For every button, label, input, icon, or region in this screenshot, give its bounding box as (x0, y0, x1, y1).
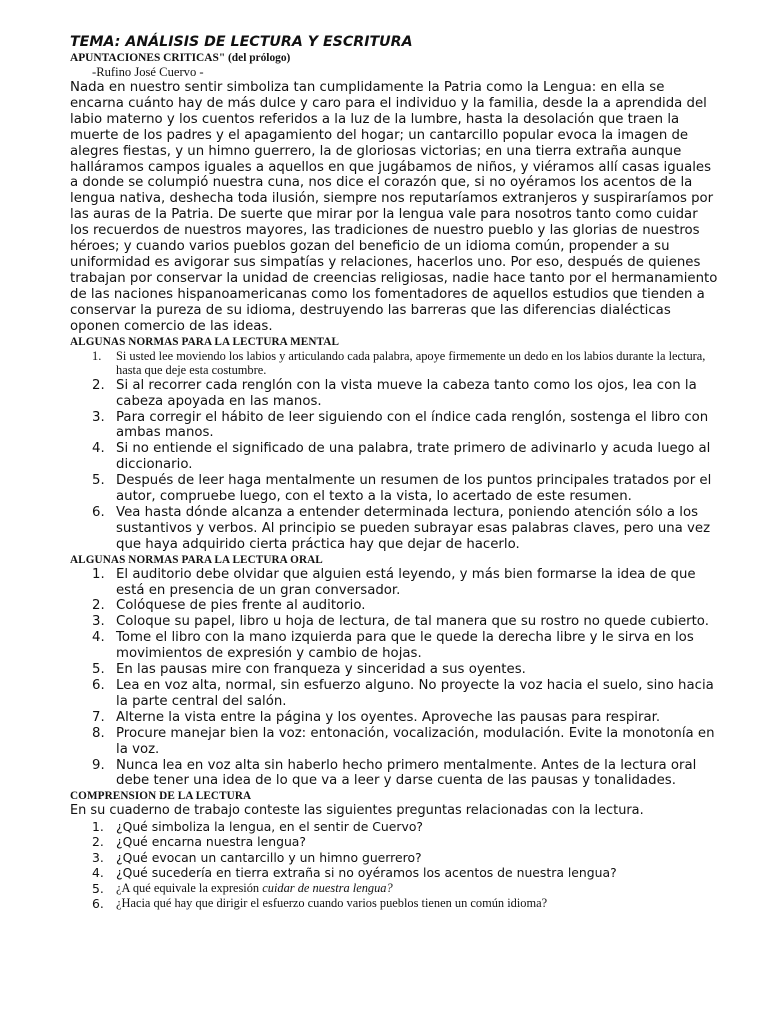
list-item: 2. Si al recorrer cada renglón con la vista mueve la cabeza tanto como los ojos, lea con la cabeza apoyada en las manos. (92, 377, 697, 409)
list-item: 6. ¿Hacia qué hay que dirigir el esfuerzo cuando varios pueblos tienen un común idioma? (92, 895, 548, 911)
list-item: 3. Coloque su papel, libro u hoja de lectura, de tal manera que su rostro no quede cubierto. (92, 614, 709, 630)
comprehension-heading: COMPRENSION DE LA LECTURA (70, 790, 252, 803)
oral-reading-heading: ALGUNAS NORMAS PARA LA LECTURA ORAL (70, 553, 323, 566)
list-item: 5. Después de leer haga mentalmente un resumen de los puntos principales tratados por el autor, compruebe luego, con el texto a la vista, lo acertado de este resumen. (92, 473, 712, 505)
mental-reading-heading: ALGUNAS NORMAS PARA LA LECTURA MENTAL (70, 335, 340, 348)
subtitle: APUNTACIONES CRITICAS" (del prólogo) (70, 52, 291, 64)
list-item: 3. Para corregir el hábito de leer siguiendo con el índice cada renglón, sostenga el libro con ambas manos. (92, 409, 709, 441)
list-item: 4. Si no entiende el significado de una palabra, trate primero de adivinarlo y acuda luego al diccionario. (92, 441, 711, 473)
page-title: TEMA: ANÁLISIS DE LECTURA Y ESCRITURA (70, 34, 413, 50)
list-item: 1. Si usted lee moviendo los labios y articulando cada palabra, apoye firmemente un dedo en los labios durante la lectura, hasta que deje esta costumbre. (92, 348, 706, 378)
list-item: 4. ¿Qué sucedería en tierra extraña si no oyéramos los acentos de nuestra lengua? (92, 865, 617, 881)
list-item: 3. ¿Qué evocan un cantarcillo y un himno guerrero? (92, 849, 422, 865)
main-paragraph: Nada en nuestro sentir simboliza tan cumplidamente la Patria como la Lengua: en ella se encarna cuánto hay de más dulce y caro para el individuo y la familia, desde la a aprendida del labio materno y los cuentos referidos a la luz de la lumbre, hasta la desolación que traen la muerte de los padres y el apagamiento del hogar; un cantarcillo popular evoca la imagen de alegres fiestas, y un himno guerrero, la de gloriosas victorias; en una tierra extraña aunque halláramos campos iguales a aquellos en que jugábamos de niños, y viéramos allí casas iguales a donde se columpió nuestra cuna, nos dice el corazón que, si no oyéramos los acentos de la lengua nativa, deshecha toda ilusión, siempre nos reputaríamos extranjeros y suspiraríamos por las auras de la Patria. De suerte que mirar por la lengua vale para nosotros tanto como cuidar los recuerdos de nuestros mayores, las tradiciones de nuestro pueblo y las glorias de nuestros héroes; y cuando varios pueblos gozan del beneficio de un idioma común, propender a su uniformidad es avigorar sus simpatías y relaciones, hacerlos uno. Por eso, después de quienes trabajan por conservar la unidad de creencias religiosas, nadie hace tanto por el hermanamiento de las naciones hispanoamericanas como los fomentadores de aquellos estudios que tienden a conservar la pureza de su idioma, destruyendo las barreras que las diferencias dialécticas oponen comercio de las ideas. (70, 80, 718, 334)
list-item: 6. Vea hasta dónde alcanza a entender determinada lectura, poniendo atención sólo a los sustantivos y verbos. Al principio se pueden subrayar esas palabras claves, pero una vez que haya adquirido cierta práctica hay que dejar de hacerlo. (92, 504, 711, 552)
list-item: 4. Tome el libro con la mano izquierda para que le quede la derecha libre y le sirva en los movimientos de expresión y cambio de hojas. (92, 630, 694, 662)
author: -Rufino José Cuervo - (92, 65, 204, 79)
list-item: 5. En las pausas mire con franqueza y sinceridad a sus oyentes. (92, 662, 526, 678)
list-item: 1. El auditorio debe olvidar que alguien está leyendo, y más bien formarse la idea de que está en presencia de un gran conversador. (92, 566, 696, 598)
list-item: 9. Nunca lea en voz alta sin haberlo hecho primero mentalmente. Antes de la lectura oral debe tener una idea de lo que va a leer y darse cuenta de las pausas y tonalidades. (92, 757, 697, 789)
list-item: 8. Procure manejar bien la voz: entonación, vocalización, modulación. Evite la monotonía en la voz. (92, 725, 715, 757)
document-page (70, 34, 720, 911)
list-item: 2. ¿Qué encarna nuestra lengua? (92, 834, 306, 850)
comprehension-list (70, 819, 720, 911)
comprehension-intro: En su cuaderno de trabajo conteste las siguientes preguntas relacionadas con la lectura. (70, 803, 644, 819)
list-item: 6. Lea en voz alta, normal, sin esfuerzo alguno. No proyecte la voz hacia el suelo, sino hacia la parte central del salón. (92, 678, 714, 709)
list-item: 5. ¿A qué equivale la expresión cuidar de nuestra lengua? (92, 880, 393, 896)
mental-reading-list (70, 349, 720, 553)
list-item: 2. Colóquese de pies frente al auditorio. (92, 598, 366, 614)
list-item: 1. ¿Qué simboliza la lengua, en el sentir de Cuervo? (92, 818, 423, 834)
oral-reading-list (70, 567, 720, 790)
list-item: 7. Alterne la vista entre la página y los oyentes. Aproveche las pausas para respirar. (92, 709, 661, 725)
